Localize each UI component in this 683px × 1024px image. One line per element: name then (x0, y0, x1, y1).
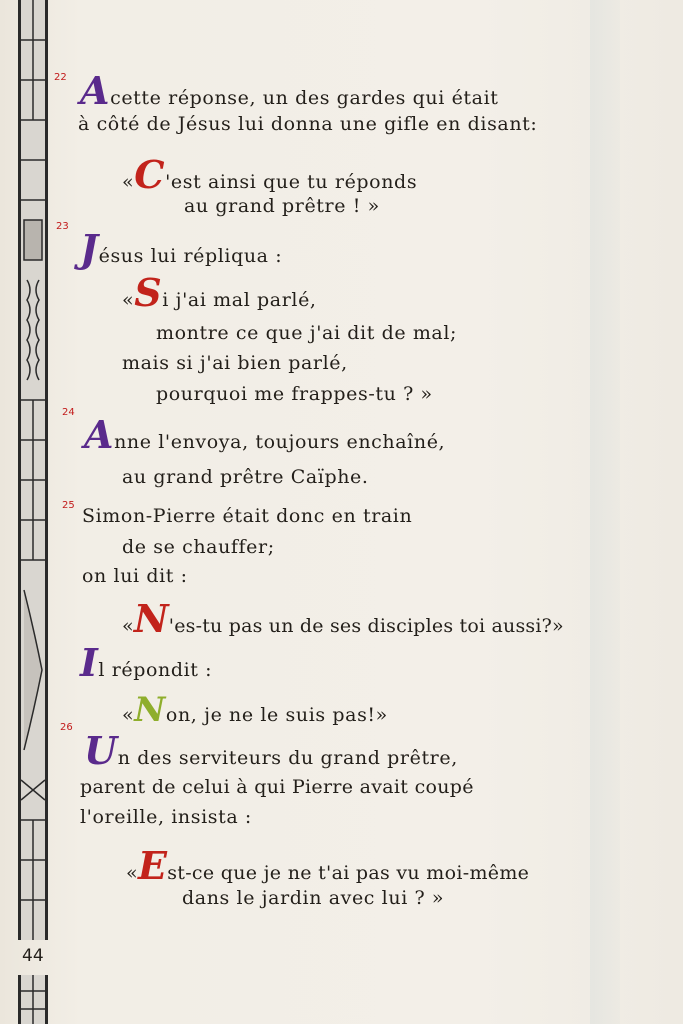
verse-line: Simon-Pierre était donc en train (82, 505, 413, 527)
verse-line: Acette réponse, un des gardes qui était (80, 68, 499, 113)
verse-number-25: 25 (62, 500, 75, 511)
quote-line: «N'es-tu pas un de ses disciples toi aussi?» (122, 596, 564, 641)
quote-line: mais si j'ai bien parlé, (122, 352, 348, 374)
page-number: 44 (22, 946, 44, 966)
verse-number-24: 24 (62, 407, 75, 418)
verse-line: Jésus lui répliqua : (80, 226, 283, 271)
initial-letter: C (134, 152, 166, 197)
verse-line: on lui dit : (82, 565, 188, 587)
initial-letter: A (80, 68, 111, 113)
quote-line: «Est-ce que je ne t'ai pas vu moi-même (126, 843, 530, 888)
quote-line: pourquoi me frappes-tu ? » (156, 383, 433, 405)
decorative-border (18, 0, 48, 940)
verse-number-26: 26 (60, 722, 73, 733)
quote-line: «Non, je ne le suis pas!» (122, 690, 388, 730)
initial-letter: N (133, 596, 169, 641)
verse-line: Un des serviteurs du grand prêtre, (84, 728, 458, 773)
bleed-through (590, 0, 620, 1024)
verse-number-22: 22 (54, 72, 67, 83)
verse-line: Anne l'envoya, toujours enchaîné, (84, 412, 446, 457)
quote-line: au grand prêtre ! » (184, 195, 380, 217)
verse-line: de se chauffer; (122, 536, 275, 558)
quote-line: montre ce que j'ai dit de mal; (156, 322, 458, 344)
initial-letter: N (134, 690, 166, 730)
verse-line: au grand prêtre Caïphe. (122, 466, 369, 488)
quote-line: «Si j'ai mal parlé, (122, 270, 317, 315)
verse-number-23: 23 (56, 221, 69, 232)
initial-letter: S (134, 270, 163, 315)
quote-line: dans le jardin avec lui ? » (182, 887, 445, 909)
initial-letter: A (84, 412, 115, 457)
initial-letter: E (137, 843, 168, 888)
quote-line: «C'est ainsi que tu réponds (122, 152, 418, 197)
initial-letter: U (84, 728, 118, 773)
initial-letter: I (80, 640, 99, 685)
verse-line: à côté de Jésus lui donna une gifle en disant: (78, 113, 538, 135)
verse-line: parent de celui à qui Pierre avait coupé (80, 776, 474, 798)
verse-line: Il répondit : (80, 640, 213, 685)
initial-letter: J (80, 226, 99, 271)
decorative-border-bottom (18, 975, 48, 1024)
verse-line: l'oreille, insista : (80, 806, 252, 828)
